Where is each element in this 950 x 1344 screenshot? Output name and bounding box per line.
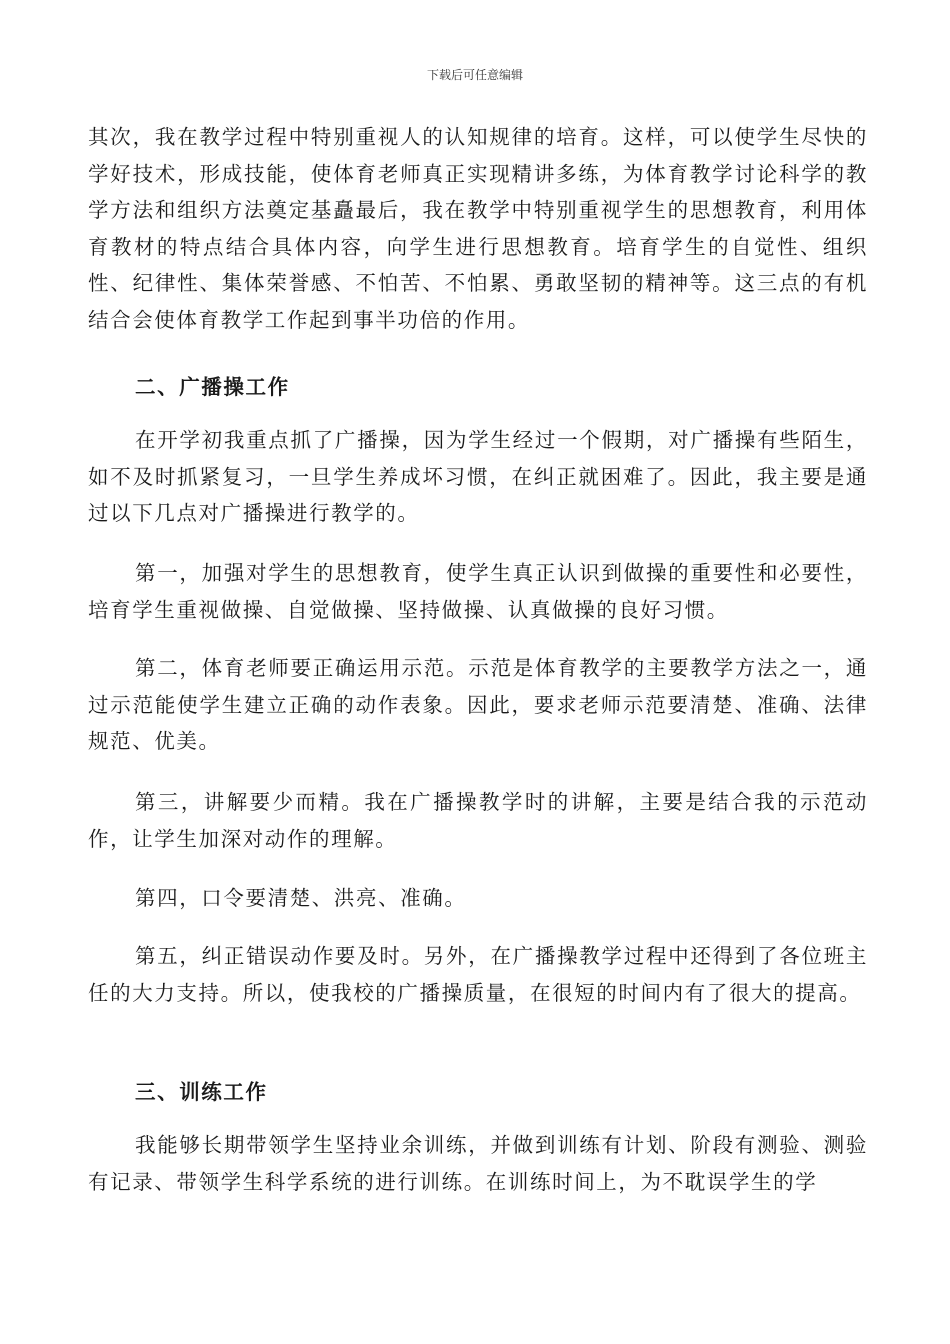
paragraph-point-four: 第四，口令要清楚、洪亮、准确。 bbox=[135, 886, 467, 910]
paragraph-broadcast-intro: 在开学初我重点抓了广播操，因为学生经过一个假期，对广播操有些陌生，如不及时抓紧复习，一旦学生养成坏习惯，在纠正就困难了。因此，我主要是通过以下几点对广播操进行教学的。 bbox=[88, 428, 868, 525]
paragraph-point-three: 第三，讲解要少而精。我在广播操教学时的讲解，主要是结合我的示范动作，让学生加深对动作的理解。 bbox=[88, 790, 868, 851]
paragraph-cognition: 其次，我在教学过程中特别重视人的认知规律的培育。这样，可以使学生尽快的学好技术，形成技能，使体育老师真正实现精讲多练，为体育教学讨论科学的教学方法和组织方法奠定基矗最后，我在教学中特别重视学生的思想教育，利用体育教材的特点结合具体内容，向学生进行思想教育。培育学生的自觉性、组织性、纪律性、集体荣誉感、不怕苦、不怕累、勇敢坚韧的精神等。这三点的有机结合会使体育教学工作起到事半功倍的作用。 bbox=[88, 125, 868, 332]
paragraph-training: 我能够长期带领学生坚持业余训练，并做到训练有计划、阶段有测验、测验有记录、带领学生科学系统的进行训练。在训练时间上，为不耽误学生的学 bbox=[88, 1133, 868, 1194]
paragraph-point-five: 第五，纠正错误动作要及时。另外，在广播操教学过程中还得到了各位班主任的大力支持。所以，使我校的广播操质量，在很短的时间内有了很大的提高。 bbox=[88, 944, 868, 1005]
paragraph-point-one: 第一，加强对学生的思想教育，使学生真正认识到做操的重要性和必要性，培育学生重视做操、自觉做操、坚持做操、认真做操的良好习惯。 bbox=[88, 561, 868, 622]
section-heading-broadcast-exercise: 二、广播操工作 bbox=[135, 375, 290, 399]
paragraph-point-two: 第二，体育老师要正确运用示范。示范是体育教学的主要教学方法之一，通过示范能使学生建立正确的动作表象。因此，要求老师示范要清楚、准确、法律规范、优美。 bbox=[88, 656, 868, 753]
section-heading-training: 三、训练工作 bbox=[135, 1080, 268, 1104]
page-header-note: 下载后可任意编辑 bbox=[426, 68, 523, 82]
